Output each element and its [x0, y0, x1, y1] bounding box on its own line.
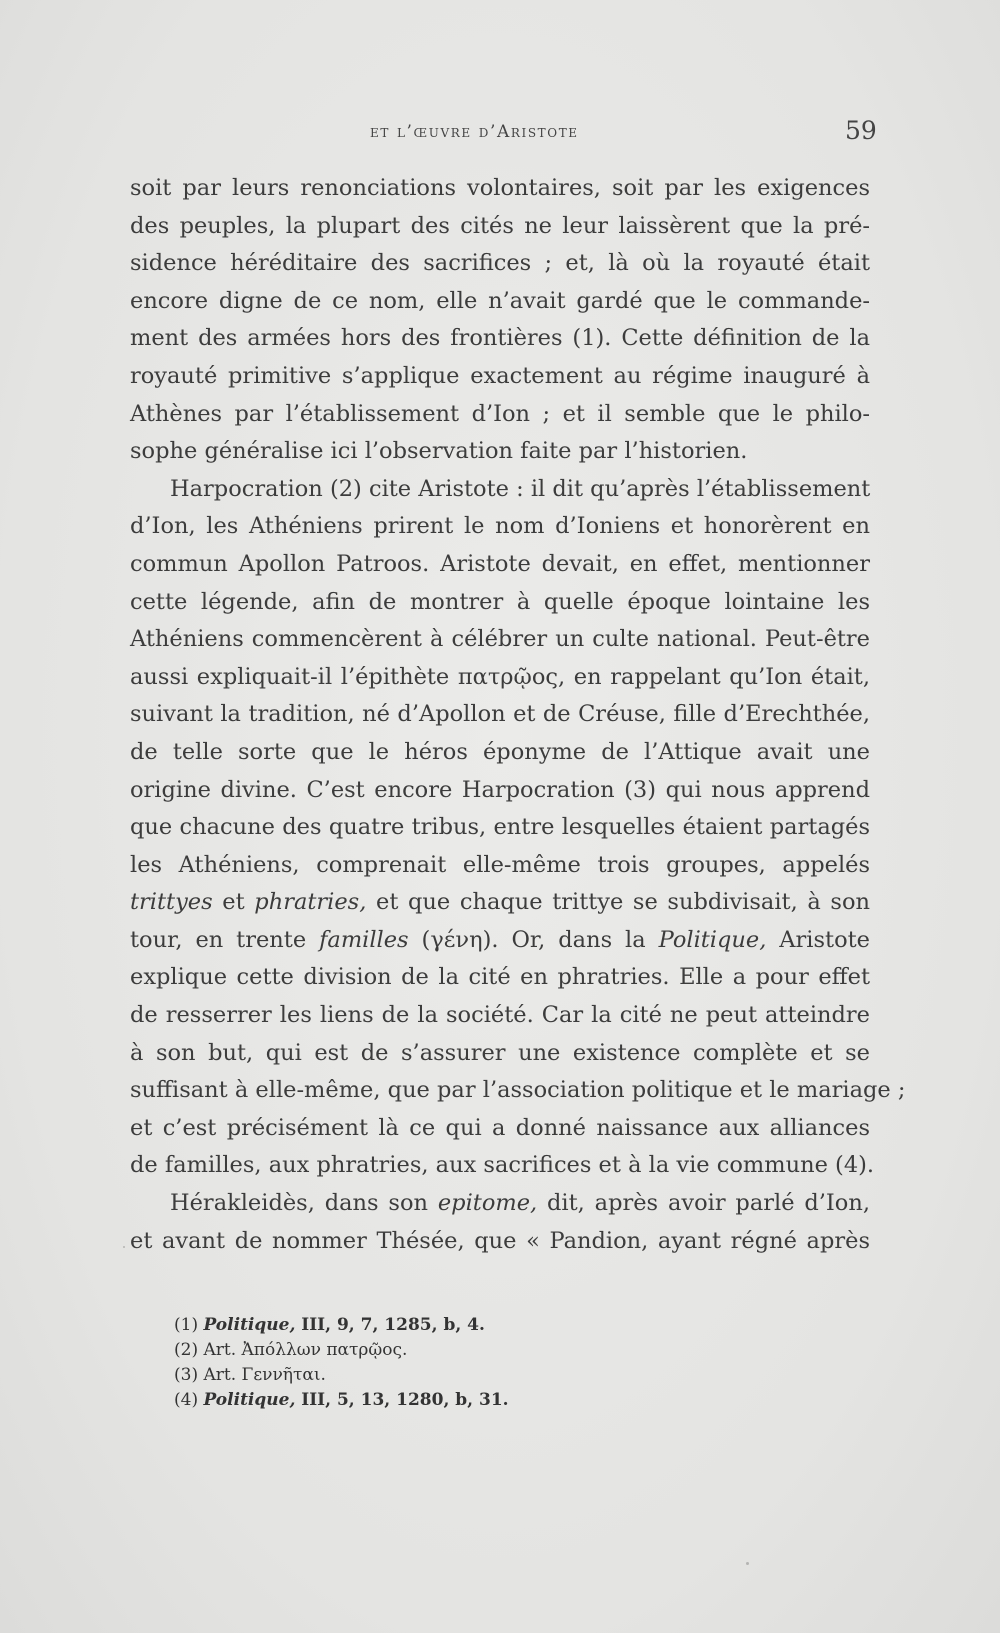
text-line: soit par leurs renonciations volontaires, soit par les exigences [130, 175, 870, 201]
body-text [130, 170, 906, 1260]
italic-term: familles [319, 926, 409, 953]
text-line: ment des armées hors des frontières (1). Cette définition de la [130, 325, 870, 352]
footnote-work-title: Politique, [203, 1315, 296, 1335]
text-line: suivant la tradition, né d’Apollon et de Créuse, fille d’Erechthée, [130, 701, 870, 728]
text-line: sidence héréditaire des sacrifices ; et, là où la royauté était [130, 250, 870, 277]
footnote: (4) Politique, III, 5, 13, 1280, b, 31. [174, 1390, 509, 1410]
footnote: (1) Politique, III, 9, 7, 1285, b, 4. [174, 1315, 485, 1335]
text-line: cette légende, afin de montrer à quelle époque lointaine les [130, 588, 870, 615]
running-head: et l’œuvre d’Aristote [370, 122, 579, 142]
text-line: que chacune des quatre tribus, entre lesquelles étaient partagés [130, 814, 870, 841]
text-line: tour, en trente familles (γένη). Or, dans la Politique, Aristote [130, 926, 870, 953]
text-line: Athènes par l’établissement d’Ion ; et il semble que le philo- [130, 400, 870, 427]
page-number: 59 [845, 116, 877, 145]
text-line: commun Apollon Patroos. Aristote devait, en effet, mentionner [130, 550, 870, 577]
footnote: (3) Art. Γεννῆται. [174, 1365, 326, 1385]
text-line: explique cette division de la cité en phratries. Elle a pour effet [130, 964, 870, 991]
text-line: de resserrer les liens de la société. Car la cité ne peut atteindre [130, 1002, 870, 1029]
footnote-work-title: Politique, [203, 1390, 296, 1410]
paper-speck [123, 1246, 125, 1248]
text-line: sophe généralise ici l’observation faite par l’historien. [130, 438, 748, 465]
footnotes [174, 1313, 509, 1413]
text-line: Athéniens commencèrent à célébrer un culte national. Peut-être [130, 626, 870, 653]
text-line: suffisant à elle-même, que par l’association politique et le mariage ; [130, 1077, 906, 1104]
text-line: trittyes et phratries, et que chaque trittye se subdivisait, à son [130, 889, 870, 916]
text-line: à son but, qui est de s’assurer une existence complète et se [130, 1039, 870, 1066]
italic-term: phratries, [254, 889, 367, 916]
text-line: de telle sorte que le héros éponyme de l’Attique avait une [130, 738, 870, 765]
footnote: (2) Art. Ἀπόλλων πατρῷος. [174, 1340, 408, 1360]
text-line: origine divine. C’est encore Harpocration (3) qui nous apprend [130, 776, 870, 803]
text-line: de familles, aux phratries, aux sacrifices et à la vie commune (4). [130, 1152, 875, 1179]
italic-term: epitome, [437, 1190, 538, 1217]
text-line: des peuples, la plupart des cités ne leur laissèrent que la pré- [130, 212, 870, 239]
text-line: Harpocration (2) cite Aristote : il dit qu’après l’établissement [170, 475, 871, 502]
text-line: d’Ion, les Athéniens prirent le nom d’Ioniens et honorèrent en [130, 513, 870, 540]
paper-speck [746, 1562, 749, 1565]
text-line: royauté primitive s’applique exactement au régime inauguré à [130, 362, 870, 389]
text-line: Hérakleidès, dans son epitome, dit, après avoir parlé d’Ion, [170, 1190, 870, 1217]
text-line: encore digne de ce nom, elle n’avait gardé que le commande- [130, 287, 870, 314]
text-line: et c’est précisément là ce qui a donné naissance aux alliances [130, 1114, 870, 1141]
text-line: les Athéniens, comprenait elle-même trois groupes, appelés [130, 851, 870, 878]
text-line: aussi expliquait-il l’épithète πατρῷος, en rappelant qu’Ion était, [130, 663, 870, 690]
italic-work-title: Politique, [658, 926, 767, 953]
italic-term: trittyes [130, 889, 213, 916]
text-line: et avant de nommer Thésée, que « Pandion, ayant régné après [130, 1227, 870, 1254]
